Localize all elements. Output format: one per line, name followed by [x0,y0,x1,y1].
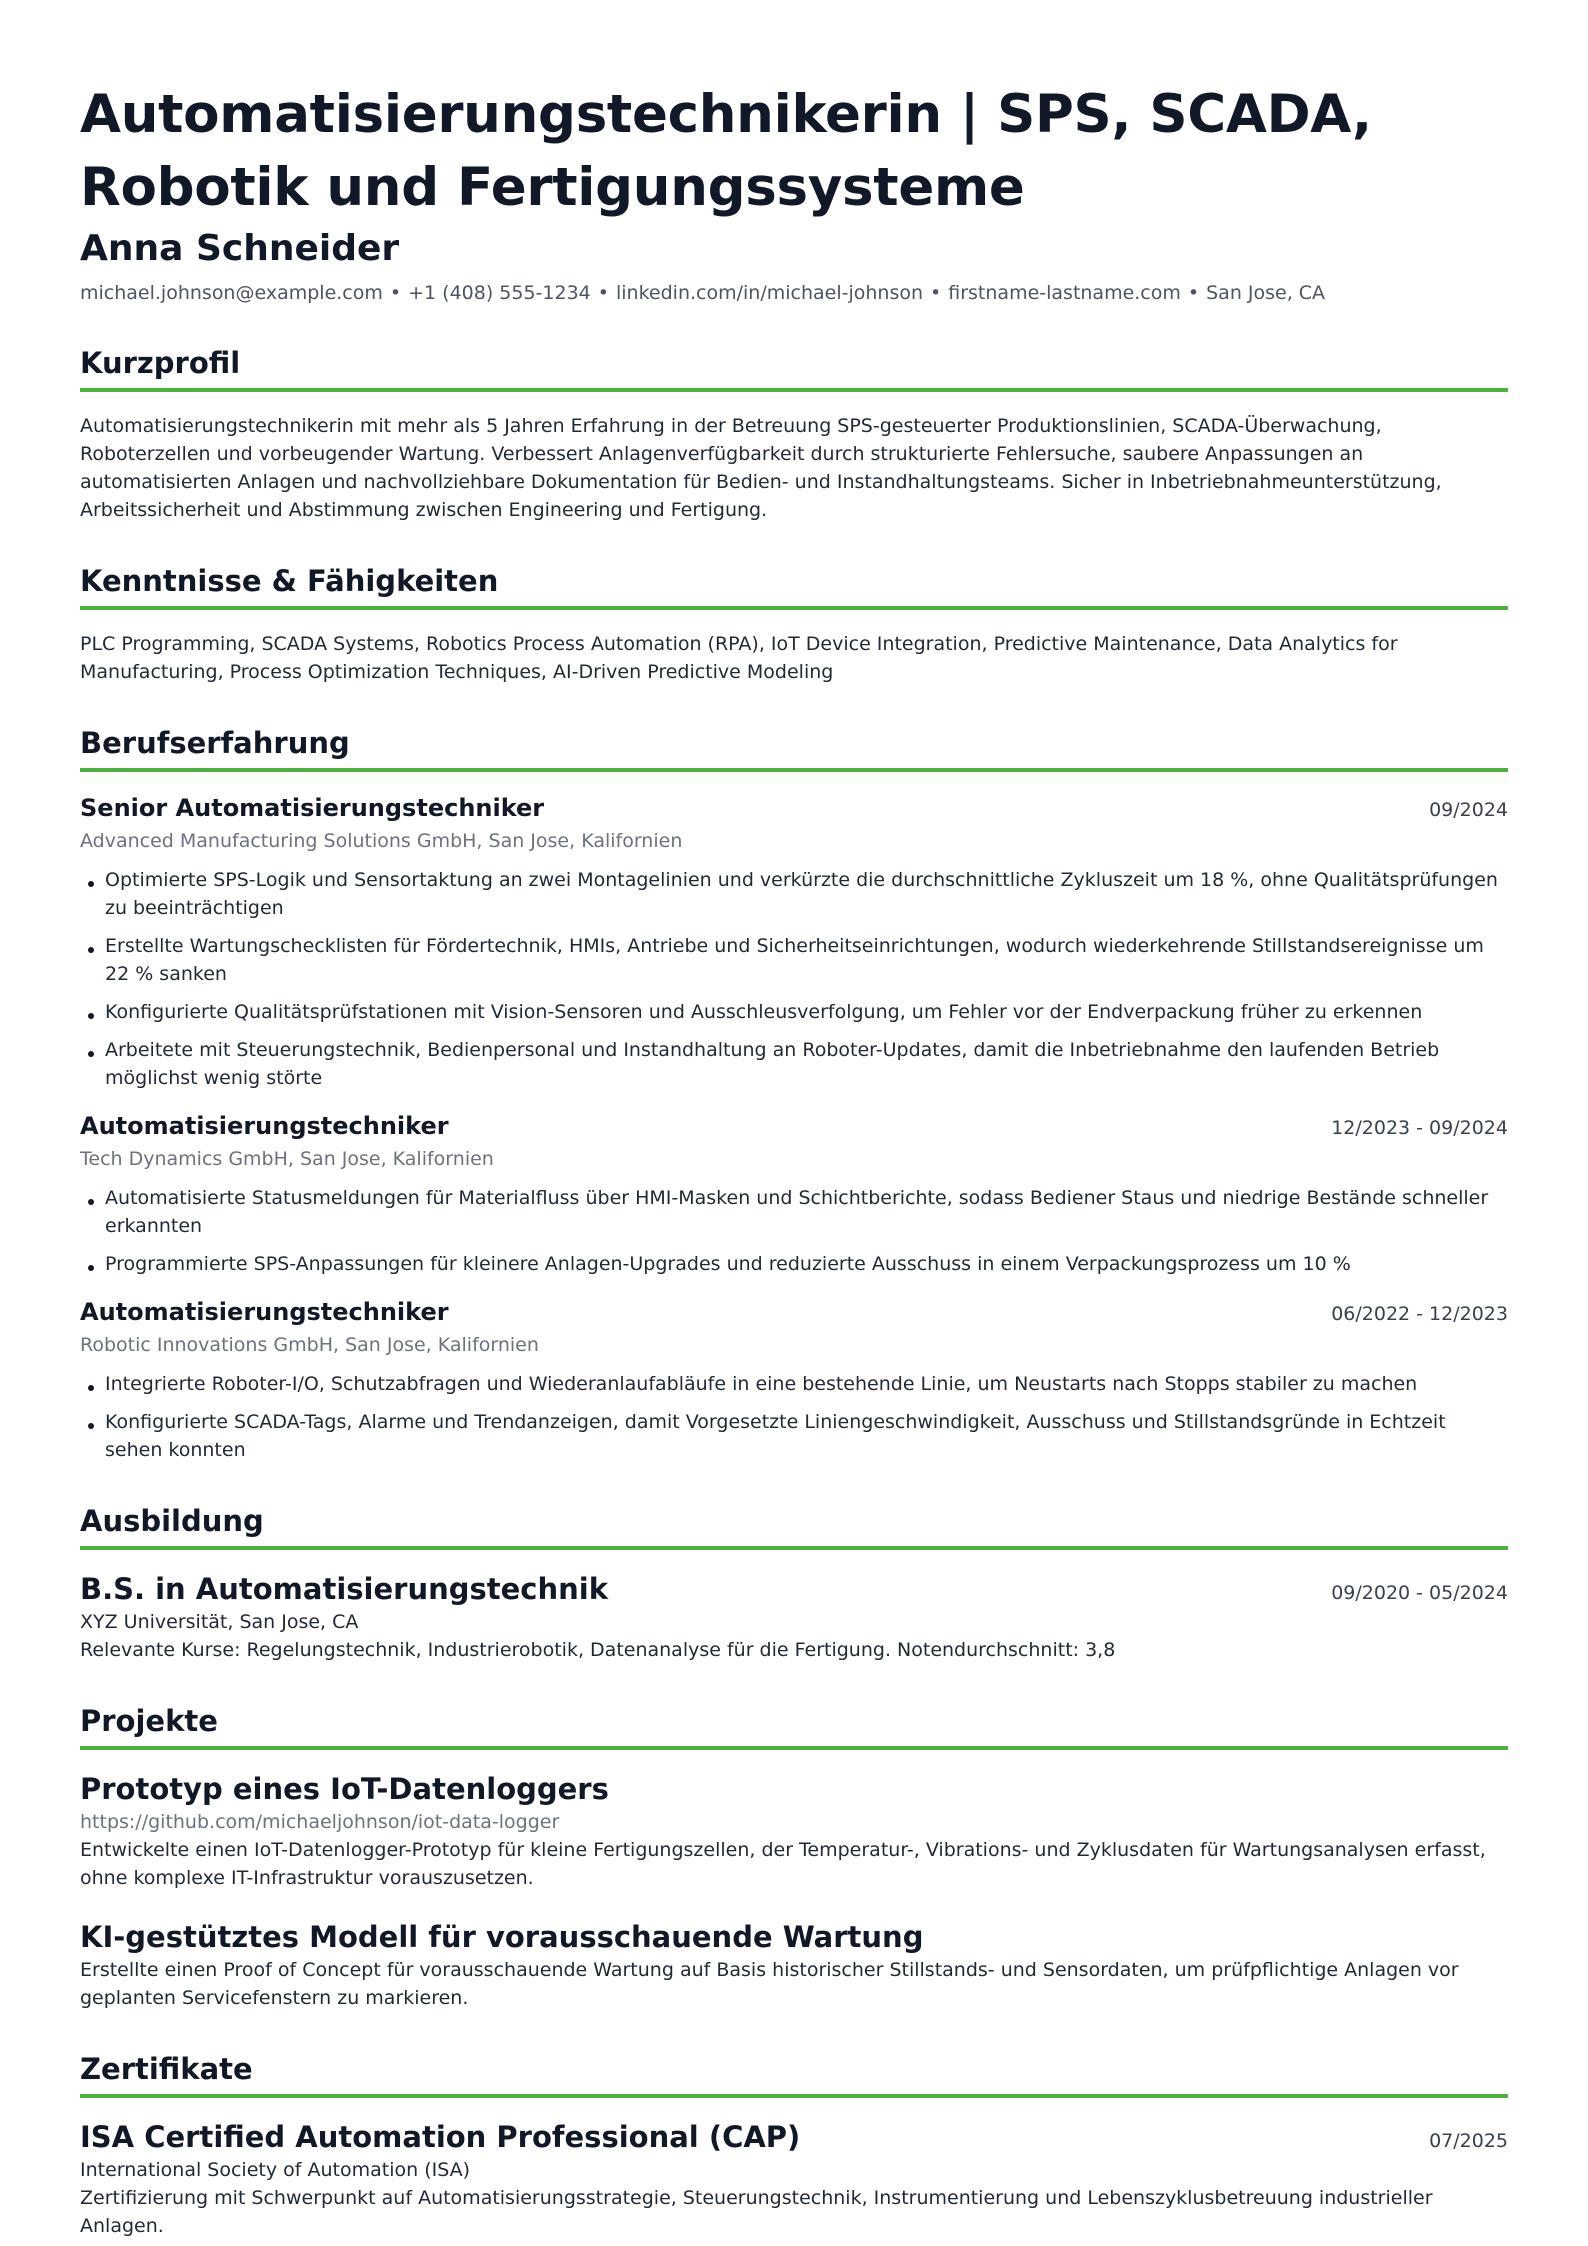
job-bullets [80,1184,1508,1278]
project-entry [80,1770,1508,1892]
contact-line [80,280,1508,306]
section-title-certificates: Zertifikate [80,2050,1508,2098]
bullet-item: Konfigurierte Qualitätsprüfstationen mit Vision-Sensoren und Ausschleusverfolgung, um Fehler vor der Endverpackung früher zu erkennen [80,998,1508,1026]
section-title-skills: Kenntnisse & Fähigkeiten [80,562,1508,610]
job-bullets [80,1370,1508,1464]
bullet-item: Erstellte Wartungschecklisten für Fördertechnik, HMIs, Antriebe und Sicherheitseinrichtungen, wodurch wiederkehrende Stillstandsereignisse um 22 % sanken [80,932,1508,988]
skills-text: PLC Programming, SCADA Systems, Robotics Process Automation (RPA), IoT Device Integration, Predictive Maintenance, Data Analytics for Manufacturing, Process Optimization Techniques, AI-Driven Predictive Modeling [80,633,1398,683]
job-entry [80,1110,1508,1278]
project-description: Erstellte einen Proof of Concept für vorausschauende Wartung auf Basis historischer Stillstands- und Sensordaten, um prüfpflichtige Anlagen vor geplanten Servicefenstern zu markieren. [80,1959,1459,2009]
separator: • [1187,282,1200,304]
project-entry [80,1918,1508,2012]
project-link[interactable]: https://github.com/michaeljohnson/iot-data-logger [80,1811,560,1833]
project-description: Entwickelte einen IoT-Datenlogger-Prototyp für kleine Fertigungszellen, der Temperatur-, Vibrations- und Zyklusdaten für Wartungsanalysen erfasst, ohne komplexe IT-Infrastruktur vorauszusetzen. [80,1839,1486,1889]
job-entry [80,792,1508,1092]
job-title: Automatisierungstechniker [80,1112,449,1140]
project-name: Prototyp eines IoT-Datenloggers [80,1772,609,1806]
job-entry [80,1296,1508,1464]
certificate-description: Zertifizierung mit Schwerpunkt auf Automatisierungsstrategie, Steuerungstechnik, Instrumentierung und Lebenszyklusbetreuung industrieller Anlagen. [80,2187,1433,2237]
bullet-item: Integrierte Roboter-I/O, Schutzabfragen und Wiederanlaufabläufe in eine bestehende Linie, um Neustarts nach Stopps stabiler zu machen [80,1370,1508,1398]
bullet-item: Arbeitete mit Steuerungstechnik, Bedienpersonal und Instandhaltung an Roboter-Updates, damit die Inbetriebnahme den laufenden Betrieb möglichst wenig störte [80,1036,1508,1092]
contact-location: San Jose, CA [1206,282,1326,304]
experience-section [80,724,1508,1464]
school-name: XYZ Universität, San Jose, CA [80,1611,359,1633]
project-name: KI-gestütztes Modell für vorausschauende Wartung [80,1920,924,1954]
job-bullets [80,866,1508,1092]
candidate-name: Anna Schneider [80,228,400,269]
job-date: 09/2024 [1429,799,1508,821]
section-title-summary: Kurzprofil [80,344,1508,392]
summary-text: Automatisierungstechnikerin mit mehr als 5 Jahren Erfahrung in der Betreuung SPS-gesteuerter Produktionslinien, SCADA-Überwachung, Roboterzellen und vorbeugender Wartung. Verbessert Anlagenverfügbarkeit durch strukturierte Fehlersuche, saubere Anpassungen an automatisierten Anlagen und nachvollziehbare Dokumentation für Bedien- und Instandhaltungsteams. Sicher in Inbetriebnahmeunterstützung, Arbeitssicherheit und Abstimmung zwischen Engineering und Fertigung. [80,415,1442,521]
education-entry [80,1570,1508,1664]
job-company: Tech Dynamics GmbH, San Jose, Kalifornien [80,1148,494,1170]
job-title: Senior Automatisierungstechniker [80,794,545,822]
certificate-entry [80,2118,1508,2240]
resume-page [80,78,1508,2240]
separator: • [389,282,402,304]
projects-section [80,1702,1508,2012]
contact-email[interactable]: michael.johnson@example.com [80,282,383,304]
separator: • [930,282,942,304]
certificate-name: ISA Certified Automation Professional (CAP) [80,2120,801,2154]
certificates-section [80,2050,1508,2240]
job-date: 06/2022 - 12/2023 [1331,1303,1508,1325]
education-section [80,1502,1508,1664]
section-title-education: Ausbildung [80,1502,1508,1550]
job-title: Automatisierungstechniker [80,1298,449,1326]
summary-section [80,344,1508,524]
separator: • [597,282,609,304]
section-title-projects: Projekte [80,1702,1508,1750]
contact-phone[interactable]: +1 (408) 555-1234 [408,282,591,304]
certificate-date: 07/2025 [1429,2130,1508,2152]
degree-title: B.S. in Automatisierungstechnik [80,1572,608,1606]
certificate-issuer: International Society of Automation (ISA) [80,2159,471,2181]
contact-website[interactable]: firstname-lastname.com [948,282,1181,304]
job-company: Robotic Innovations GmbH, San Jose, Kalifornien [80,1334,539,1356]
skills-section [80,562,1508,686]
education-details: Relevante Kurse: Regelungstechnik, Industrierobotik, Datenanalyse für die Fertigung. Notendurchschnitt: 3,8 [80,1639,1116,1661]
section-title-experience: Berufserfahrung [80,724,1508,772]
headline: Automatisierungstechnikerin | SPS, SCADA, Robotik und Fertigungssysteme [80,84,1372,218]
bullet-item: Optimierte SPS-Logik und Sensortaktung an zwei Montagelinien und verkürzte die durchschnittliche Zykluszeit um 18 %, ohne Qualitätsprüfungen zu beeinträchtigen [80,866,1508,922]
education-date: 09/2020 - 05/2024 [1331,1582,1508,1604]
contact-linkedin[interactable]: linkedin.com/in/michael-johnson [615,282,924,304]
bullet-item: Automatisierte Statusmeldungen für Materialfluss über HMI-Masken und Schichtberichte, sodass Bediener Staus und niedrige Bestände schneller erkannten [80,1184,1508,1240]
bullet-item: Programmierte SPS-Anpassungen für kleinere Anlagen-Upgrades und reduzierte Ausschuss in einem Verpackungsprozess um 10 % [80,1250,1508,1278]
bullet-item: Konfigurierte SCADA-Tags, Alarme und Trendanzeigen, damit Vorgesetzte Liniengeschwindigkeit, Ausschuss und Stillstandsgründe in Echtzeit sehen konnten [80,1408,1508,1464]
job-company: Advanced Manufacturing Solutions GmbH, San Jose, Kalifornien [80,830,683,852]
job-date: 12/2023 - 09/2024 [1331,1117,1508,1139]
